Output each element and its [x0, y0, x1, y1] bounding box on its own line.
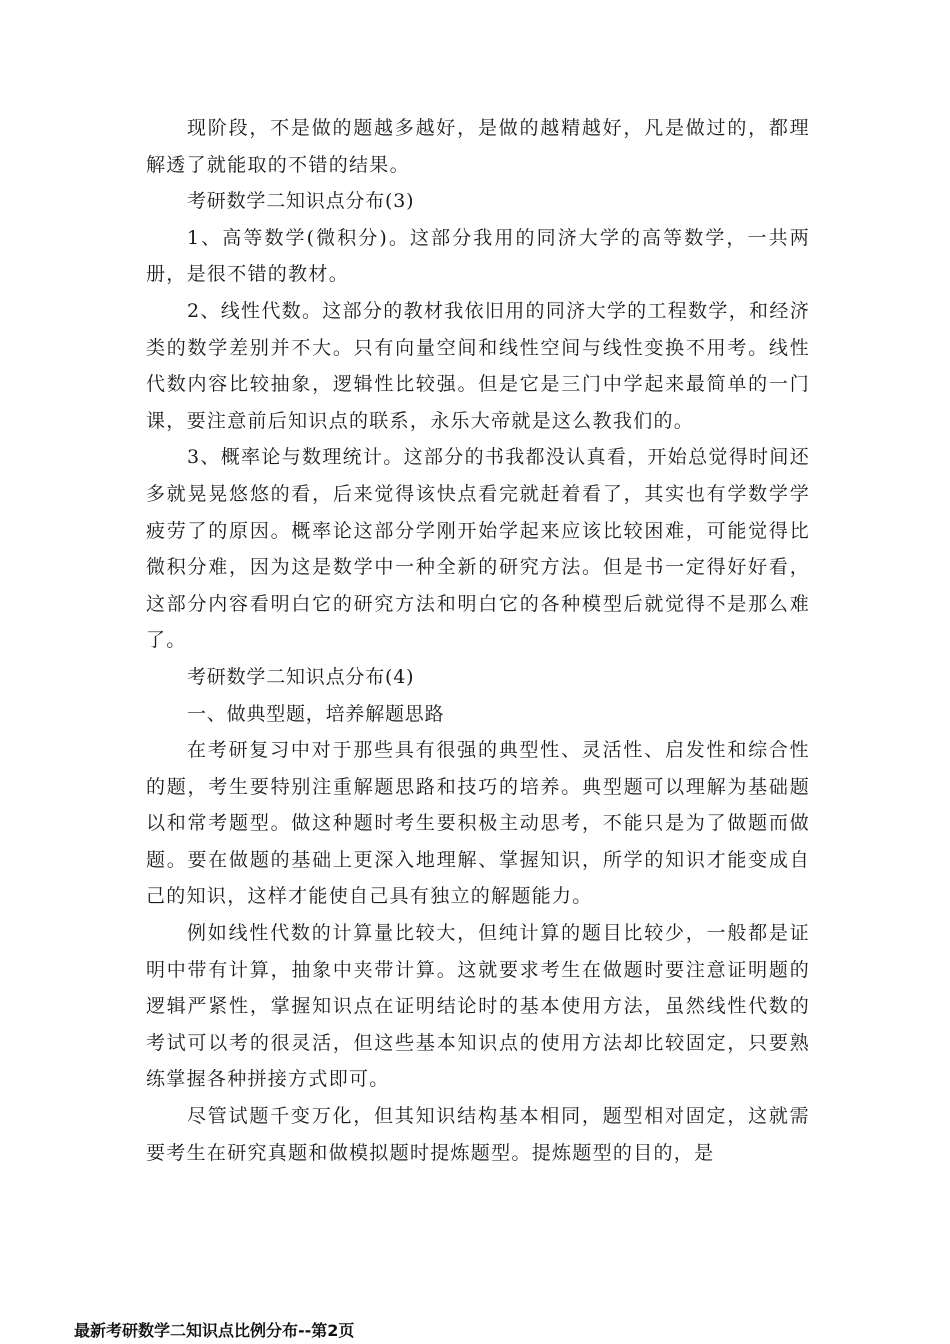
section-heading: 考研数学二知识点分布(4) — [187, 665, 415, 688]
document-body — [146, 110, 810, 1171]
paragraph: 1、高等数学(微积分)。这部分我用的同济大学的高等数学，一共两册，是很不错的教材。 — [146, 226, 810, 286]
page-footer: 最新考研数学二知识点比例分布--第2页 — [74, 1321, 355, 1340]
paragraph: 在考研复习中对于那些具有很强的典型性、灵活性、启发性和综合性的题，考生要特别注重解题思路和技巧的培养。典型题可以理解为基础题以和常考题型。做这种题时考生要积极主动思考，不能只是为了做题而做题。要在做题的基础上更深入地理解、掌握知识，所学的知识才能变成自己的知识，这样才能使自己具有独立的解题能力。 — [146, 739, 810, 908]
paragraph: 3、概率论与数理统计。这部分的书我都没认真看，开始总觉得时间还多就晃晃悠悠的看，后来觉得该快点看完就赶着看了，其实也有学数学学疲劳了的原因。概率论这部分学刚开始学起来应该比较困难，可能觉得比微积分难，因为这是数学中一种全新的研究方法。但是书一定得好好看，这部分内容看明白它的研究方法和明白它的各种模型后就觉得不是那么难了。 — [146, 446, 810, 652]
paragraph: 例如线性代数的计算量比较大，但纯计算的题目比较少，一般都是证明中带有计算，抽象中夹带计算。这就要求考生在做题时要注意证明题的逻辑严紧性，掌握知识点在证明结论时的基本使用方法，虽然线性代数的考试可以考的很灵活，但这些基本知识点的使用方法却比较固定，只要熟练掌握各种拼接方式即可。 — [146, 922, 810, 1091]
subsection-heading: 一、做典型题，培养解题思路 — [187, 702, 445, 725]
paragraph: 2、线性代数。这部分的教材我依旧用的同济大学的工程数学，和经济类的数学差别并不大。只有向量空间和线性空间与线性变换不用考。线性代数内容比较抽象，逻辑性比较强。但是它是三门中学起来最简单的一门课，要注意前后知识点的联系，永乐大帝就是这么教我们的。 — [146, 299, 810, 432]
paragraph: 现阶段，不是做的题越多越好，是做的越精越好，凡是做过的，都理解透了就能取的不错的结果。 — [146, 117, 810, 176]
paragraph: 尽管试题千变万化，但其知识结构基本相同，题型相对固定，这就需要考生在研究真题和做模拟题时提炼题型。提炼题型的目的，是 — [146, 1105, 810, 1164]
section-heading: 考研数学二知识点分布(3) — [187, 190, 415, 213]
